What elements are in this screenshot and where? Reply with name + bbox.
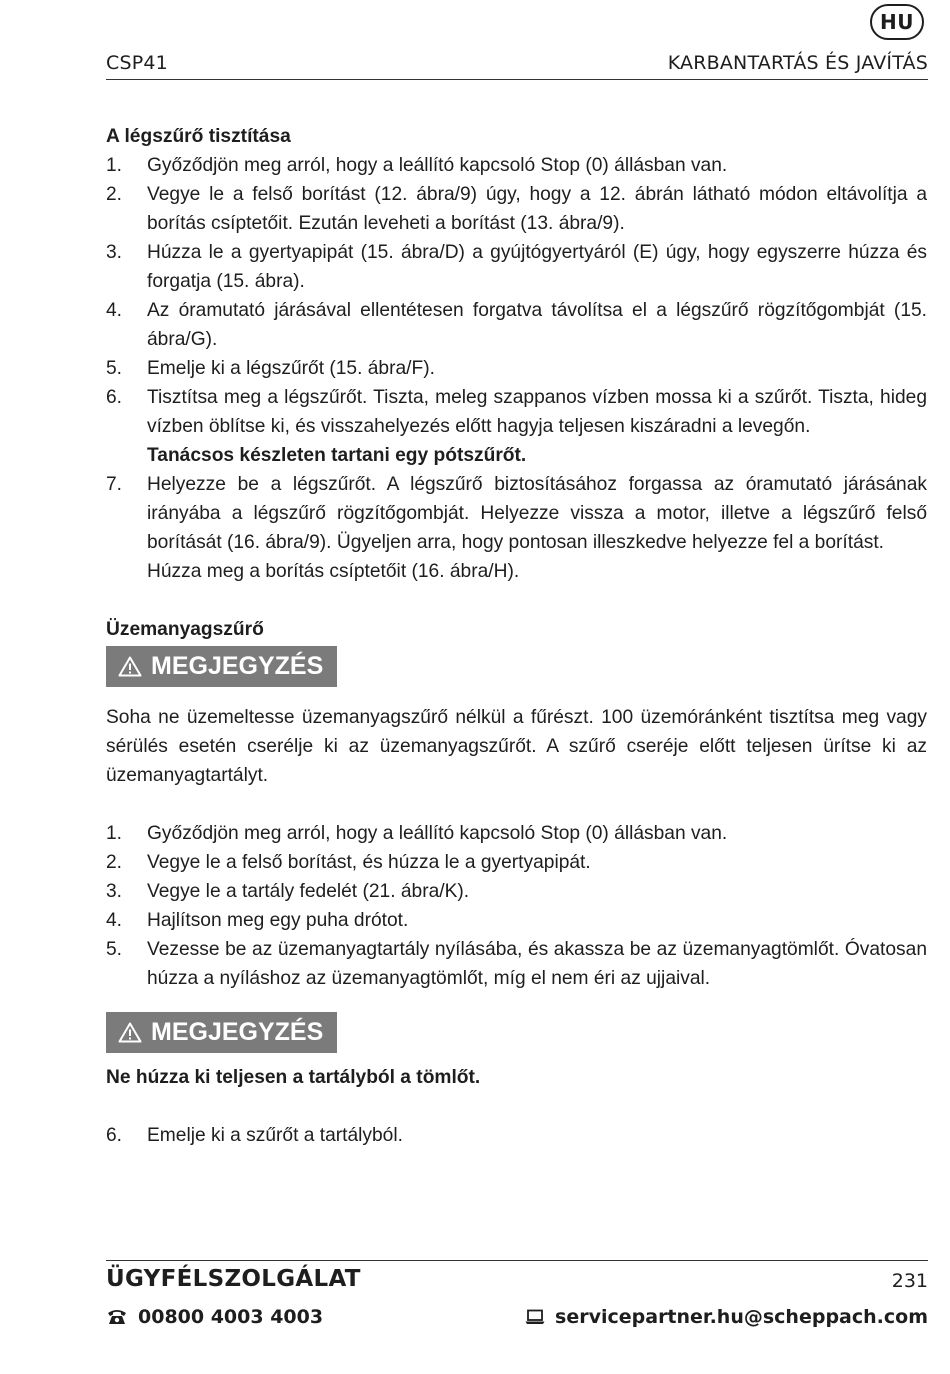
list-text: Vegye le a felső borítást (12. ábra/9) úgy, hogy a 12. ábrán látható módon eltávolítja a borítás csíptetőit. Ezután leveheti a borítást (13. ábra/9). xyxy=(147,184,927,234)
air-filter-heading: A légszűrő tisztítása xyxy=(106,126,291,147)
note-label: MEGJEGYZÉS xyxy=(151,652,324,680)
laptop-icon xyxy=(525,1309,545,1325)
phone-icon xyxy=(106,1308,128,1326)
note-banner xyxy=(106,1012,337,1053)
list-item xyxy=(106,470,927,557)
phone-number: 00800 4003 4003 xyxy=(138,1306,324,1328)
list-item xyxy=(106,935,927,993)
section-title: KARBANTARTÁS ÉS JAVÍTÁS xyxy=(667,52,928,74)
email-contact xyxy=(525,1306,928,1328)
list-number: 3. xyxy=(106,242,123,263)
model-name: CSP41 xyxy=(106,52,168,74)
list-number: 4. xyxy=(106,300,123,321)
list-item xyxy=(106,848,927,877)
list-number: 2. xyxy=(106,184,123,205)
list-number: 6. xyxy=(106,1125,123,1146)
list-text: Húzza le a gyertyapipát (15. ábra/D) a gyújtógyertyáról (E) úgy, hogy egyszerre húzza és forgatja (15. ábra). xyxy=(147,242,927,292)
phone-contact xyxy=(106,1306,323,1328)
list-number: 2. xyxy=(106,852,123,873)
list-number: 1. xyxy=(106,823,123,844)
list-item xyxy=(106,238,927,296)
step-continuation: Húzza meg a borítás csíptetőit (16. ábra/H). xyxy=(147,561,520,582)
list-number: 5. xyxy=(106,939,123,960)
header-divider xyxy=(106,79,928,80)
list-text: Az óramutató járásával ellentétesen forgatva távolítsa el a légszűrő rögzítőgombját (15. ábra/G). xyxy=(147,300,927,350)
list-item xyxy=(106,906,927,935)
list-item xyxy=(106,354,927,383)
list-item xyxy=(106,877,927,906)
list-text: Tisztítsa meg a légszűrőt. Tiszta, meleg szappanos vízben mossa ki a szűrőt. Tiszta, hideg vízben öblítse ki, és visszahelyezés előtt hagyja teljesen kiszáradni a levegőn. xyxy=(147,387,927,437)
list-text: Vezesse be az üzemanyagtartály nyílásába, és akassza be az üzemanyagtömlőt. Óvatosan húzza a nyíláshoz az üzemanyagtömlőt, míg el nem éri az ujjaival. xyxy=(147,939,927,989)
language-code: HU xyxy=(880,10,914,34)
list-item xyxy=(106,180,927,238)
note-text: Soha ne üzemeltesse üzemanyagszűrő nélkül a fűrészt. 100 üzemóránként tisztítsa meg vagy sérülés esetén cserélje ki az üzemanyagszűrőt. A szűrő cseréje előtt teljesen ürítse ki az üzemanyagtartályt. xyxy=(106,707,927,786)
list-text: Emelje ki a légszűrőt (15. ábra/F). xyxy=(147,358,435,379)
note-label: MEGJEGYZÉS xyxy=(151,1018,324,1046)
list-item xyxy=(106,819,927,848)
list-text: Emelje ki a szűrőt a tartályból. xyxy=(147,1125,403,1146)
list-number: 4. xyxy=(106,910,123,931)
list-item xyxy=(106,296,927,354)
list-text: Vegye le a felső borítást, és húzza le a gyertyapipát. xyxy=(147,852,591,873)
list-number: 5. xyxy=(106,358,123,379)
warning-icon xyxy=(118,656,142,677)
language-badge xyxy=(870,4,924,40)
list-text: Győződjön meg arról, hogy a leállító kapcsoló Stop (0) állásban van. xyxy=(147,823,728,844)
list-number: 7. xyxy=(106,474,123,495)
list-item xyxy=(106,1121,927,1150)
note-banner xyxy=(106,646,337,687)
list-number: 3. xyxy=(106,881,123,902)
warning-icon xyxy=(118,1022,142,1043)
list-number: 1. xyxy=(106,155,123,176)
footer-divider xyxy=(106,1260,928,1261)
list-text: Vegye le a tartály fedelét (21. ábra/K). xyxy=(147,881,470,902)
spare-filter-tip: Tanácsos készleten tartani egy pótszűrőt. xyxy=(147,445,527,466)
page-number: 231 xyxy=(891,1270,928,1292)
list-number: 6. xyxy=(106,387,123,408)
list-item xyxy=(106,383,927,441)
note-text: Ne húzza ki teljesen a tartályból a tömlőt. xyxy=(106,1067,481,1088)
fuel-filter-heading: Üzemanyagszűrő xyxy=(106,619,264,640)
customer-service-title: ÜGYFÉLSZOLGÁLAT xyxy=(106,1266,361,1292)
page-content xyxy=(106,122,927,1150)
list-item xyxy=(106,151,927,180)
email-address: servicepartner.hu@scheppach.com xyxy=(555,1306,928,1328)
list-text: Hajlítson meg egy puha drótot. xyxy=(147,910,409,931)
list-text: Győződjön meg arról, hogy a leállító kapcsoló Stop (0) állásban van. xyxy=(147,155,728,176)
list-text: Helyezze be a légszűrőt. A légszűrő biztosításához forgassa az óramutató járásának irányába a légszűrő rögzítőgombját. Helyezze vissza a motor, illetve a légszűrő felső borítását (16. ábra/9). Ügyeljen arra, hogy pontosan illeszkedve helyezze fel a borítást. xyxy=(147,474,927,553)
